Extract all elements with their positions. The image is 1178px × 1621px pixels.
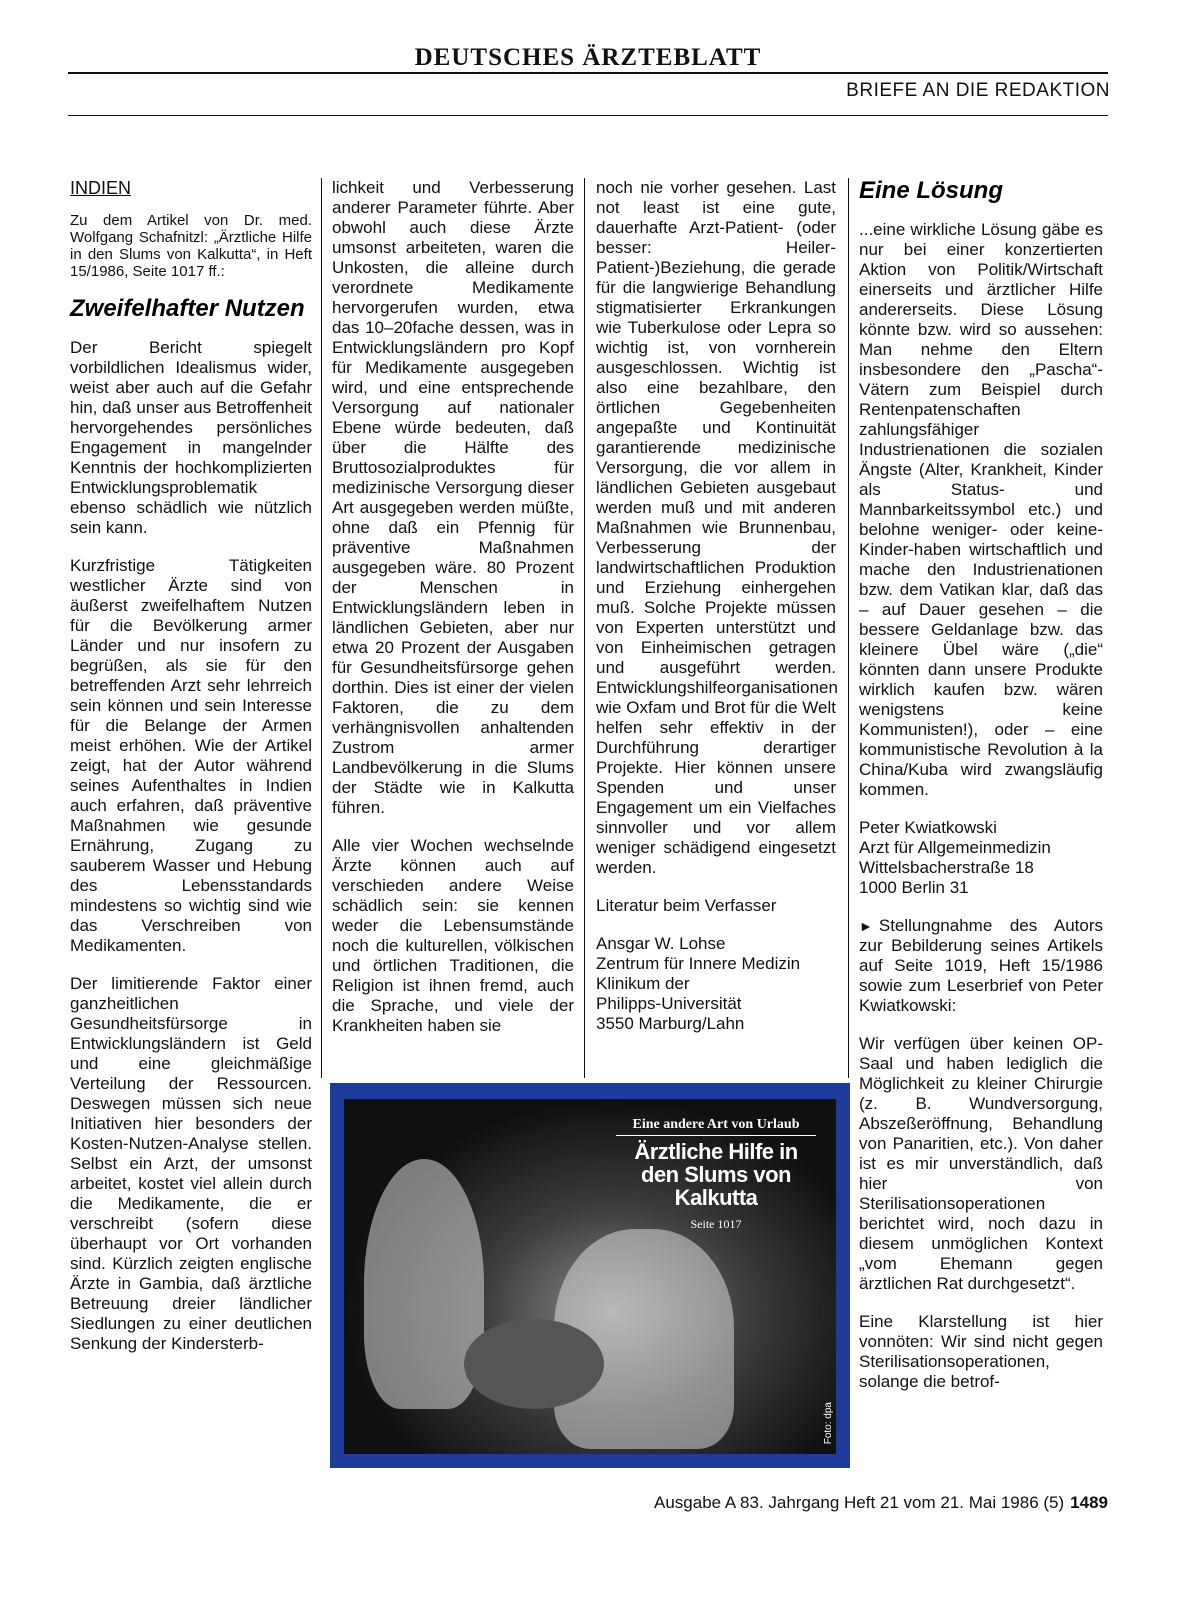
signature-line: Wittelsbacherstraße 18	[859, 858, 1034, 877]
paragraph: noch nie vorher gesehen. Last not least ist eine gute, dauerhafte Arzt-Patient- (oder besser: Heiler-Patient-)Beziehung, die gerade für die langwierige Behandlung stigmatisierter Erkrankungen wie Tuberkulose oder Lepra so wichtig ist, von vornherein ausgeschlossen. Wichtig ist also eine bezahlbare, den örtlichen Gegebenheiten angepaßte und Kontinuität garantierende medizinische Versorgung, die vor allem in ländlichen Gebieten ausgebaut werden muß und mit anderen Maßnahmen wie Brunnenbau, Verbesserung der landwirtschaftlichen Produktion und Erziehung einhergehen muß. Solche Projekte müssen von Experten unterstützt und von Einheimischen getragen und ausgeführt werden. Entwicklungshilfeorganisationen wie Oxfam und Brot für die Welt helfen sehr effektiv in der Durchführung derartiger Projekte. Hier können unsere Spenden und unser Engagement um ein Vielfaches sinnvoller und vor allem weniger schädigend eingesetzt werden.	[596, 178, 838, 877]
signature-line: Klinikum der	[596, 974, 690, 993]
section-divider	[68, 115, 1108, 116]
issue-info: Ausgabe A 83. Jahrgang Heft 21 vom 21. Mai 1986 (5)	[654, 1493, 1065, 1512]
caption-page: Seite 1017	[690, 1217, 742, 1231]
paragraph: Der Bericht spiegelt vorbildlichen Idealismus wider, weist aber auch auf die Gefahr hin, daß unser aus Betroffenheit hervorgehendes persönliches Engagement in mangelnder Kenntnis der hochkomplizierten Entwicklungsproblematik ebenso schädlich wie nützlich sein kann.	[70, 338, 312, 537]
letter-signature	[596, 934, 836, 1034]
reply-intro-text: Stellungnahme des Autors zur Bebilderung seines Artikels auf Seite 1019, Heft 15/1986 sowie zum Leserbrief von Peter Kwiatkowski:	[859, 916, 1103, 1015]
signature-line: Zentrum für Innere Medizin	[596, 954, 801, 973]
section-label: BRIEFE AN DIE REDAKTION	[846, 80, 1110, 101]
paragraph: Alle vier Wochen wechselnde Ärzte können auch auf verschieden andere Weise schädlich sein: sie kennen weder die Lebensumstände noch die kulturellen, völkischen und örtlichen Traditionen, die Religion ist ihnen fremd, auch die Sprache, und viele der Krankheiten haben sie	[332, 836, 574, 1035]
paragraph: lichkeit und Verbesserung anderer Parameter führte. Aber obwohl auch diese Ärzte umsonst arbeiteten, waren die Unkosten, die alleine durch verordnete Medikamente hervorgerufen wurden, etwa das 10–20fache dessen, was in Entwicklungsländern pro Kopf für Medikamente ausgegeben wird, und eine entsprechende Versorgung auf nationaler Ebene würde bedeuten, daß über die Hälfte des Bruttosozialproduktes für medizinische Versorgung dieser Art ausgegeben werden müßte, ohne daß ein Pfennig für präventive Maßnahmen ausgegeben wäre. 80 Prozent der Menschen in Entwicklungsländern leben in ländlichen Gebieten, aber nur etwa 20 Prozent der Ausgaben für Gesundheitsfürsorge gehen dorthin. Dies ist einer der vielen Faktoren, die zu dem verhängnisvollen anhaltenden Zustrom armer Landbevölkerung in die Slums der Städte wie in Kalkutta führen.	[332, 178, 574, 817]
paragraph: ...eine wirkliche Lösung gäbe es nur bei einer konzertierten Aktion von Politik/Wirtschaft einerseits und ärztlicher Hilfe andererseits. Diese Lösung könnte bzw. wird so aussehen: Man nehme den Eltern insbesondere den „Pascha“-Vätern zum Beispiel durch Rentenpatenschaften zahlungsfähiger Industrienationen die sozialen Ängste (Alter, Krankheit, Kinder als Status- und Mannbarkeitssymbol etc.) und belohne weniger- oder keine-Kinder-haben wirtschaftlich und mache den Industrienationen bzw. dem Vatikan klar, daß das – auf Dauer gesehen – die bessere Geldanlage bzw. das kleinere Übel wäre („die“ könnten dann unsere Produkte wirklich kaufen bzw. wären wenigstens keine Kommunisten!), oder – eine kommunistische Revolution à la China/Kuba wird zwangsläufig kommen.	[859, 220, 1103, 799]
paragraph: Eine Klarstellung ist hier vonnöten: Wir sind nicht gegen Sterilisationsoperationen, solange die betrof-	[859, 1312, 1103, 1391]
caption-title: Ärztliche Hilfe in den Slums von Kalkutta	[634, 1139, 798, 1210]
photo-figure	[464, 1319, 604, 1409]
signature-line: Ansgar W. Lohse	[596, 934, 726, 953]
signature-line: Arzt für Allgemeinmedizin	[859, 838, 1051, 857]
column-divider	[848, 178, 849, 1078]
signature-line: Peter Kwiatkowski	[859, 818, 997, 837]
caption-kicker: Eine andere Art von Urlaub	[616, 1117, 816, 1136]
letter-intro: Zu dem Artikel von Dr. med. Wolfgang Schafnitzl: „Ärztliche Hilfe in den Slums von Kalkutta“, in Heft 15/1986, Seite 1017 ff.:	[70, 212, 312, 280]
letter-signature	[859, 818, 1103, 898]
paragraph: Literatur beim Verfasser	[596, 896, 777, 915]
column-1	[70, 178, 312, 1372]
arrow-icon: ►	[859, 918, 873, 934]
paragraph: Der limitierende Faktor einer ganzheitlichen Gesundheitsfürsorge in Entwicklungsländern ist Geld und eine gleichmäßige Verteilung der Ressourcen. Deswegen müssen sich neue Initiativen hier besonders der Kosten-Nutzen-Analyse stellen. Selbst ein Arzt, der umsonst arbeitet, kostet viel allein durch die Medikamente, die er verschreibt (sofern diese überhaupt vor Ort vorhanden sind. Kürzlich zeigten englische Ärzte in Gambia, daß ärztliche Betreuung dreier ländlicher Siedlungen zu einer deutlichen Senkung der Kindersterb-	[70, 974, 312, 1353]
column-3	[596, 178, 836, 1052]
column-divider	[321, 178, 322, 1078]
letter-kicker: INDIEN	[70, 178, 132, 198]
masthead	[68, 44, 1108, 74]
photo-credit: Foto: dpa	[823, 1401, 834, 1444]
signature-line: 3550 Marburg/Lahn	[596, 1014, 745, 1033]
photo-caption	[616, 1117, 816, 1232]
column-4	[859, 178, 1103, 1410]
author-reply-intro	[859, 916, 1103, 1016]
letter-headline: Eine Lösung	[859, 177, 1003, 204]
paragraph: Kurzfristige Tätigkeiten westlicher Ärzte sind von äußerst zweifelhaftem Nutzen für die Bevölkerung armer Länder und nur insofern zu begrüßen, als sie für den betreffenden Arzt sehr lehrreich sein können und sein Interesse für die Belange der Armen meist erhöhen. Wie der Artikel zeigt, hat der Autor während seines Aufenthaltes in Indien auch erfahren, daß präventive Maßnahmen wie gesunde Ernährung, Zugang zu sauberem Wasser und Hebung des Lebensstandards mindestens so wichtig sind wie das Verschreiben von Medikamenten.	[70, 556, 312, 955]
page-number: 1489	[1070, 1493, 1108, 1512]
paragraph: Wir verfügen über keinen OP-Saal und haben lediglich die Möglichkeit zu kleiner Chirurgie (z. B. Wundversorgung, Abszeßeröffnung, Behandlung von Panaritien, etc.). Von daher ist es mir unverständlich, daß hier von Sterilisationsoperationen berichtet wird, noch dazu in diesem unmöglichen Kontext „vom Ehemann gegen ärztlichen Rat durchgesetzt“.	[859, 1034, 1103, 1293]
page-footer	[654, 1493, 1108, 1513]
signature-line: Philipps-Universität	[596, 994, 742, 1013]
signature-line: 1000 Berlin 31	[859, 878, 969, 897]
column-divider	[584, 178, 585, 1078]
column-2	[332, 178, 574, 1054]
photo	[344, 1099, 836, 1454]
article-figure	[330, 1083, 850, 1468]
letter-headline: Zweifelhafter Nutzen	[70, 295, 305, 322]
masthead-title: DEUTSCHES ÄRZTEBLATT	[414, 44, 762, 71]
